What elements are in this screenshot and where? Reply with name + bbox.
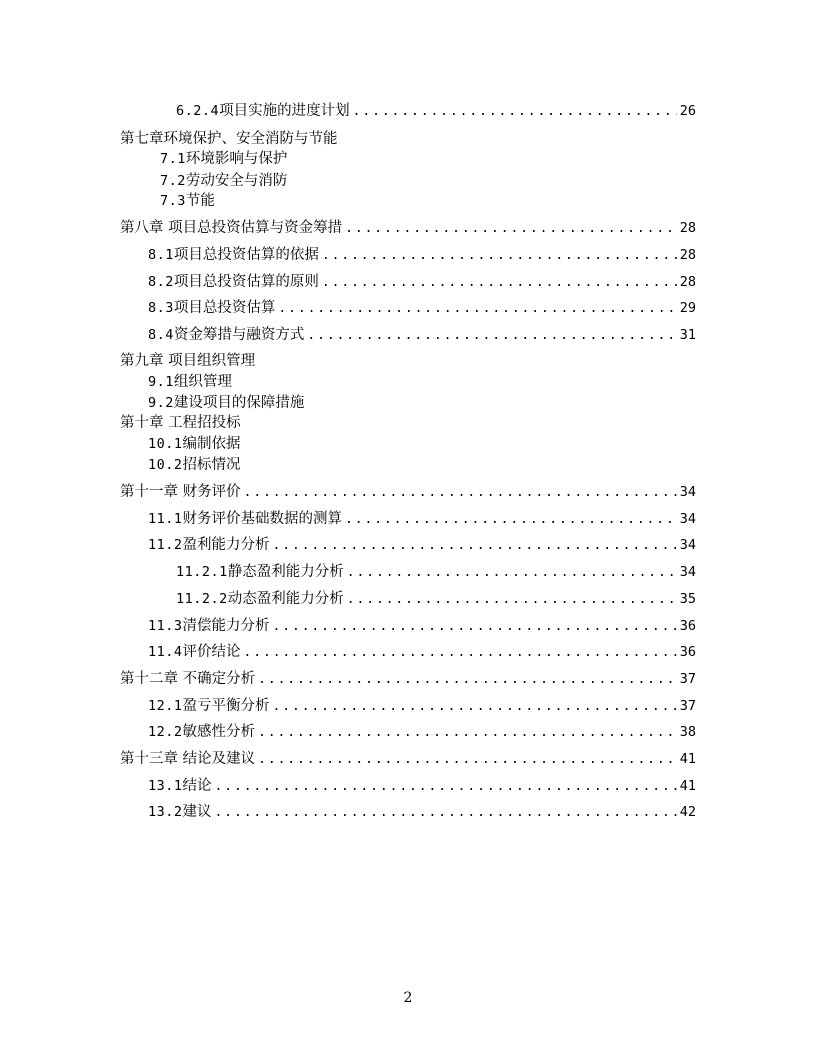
dot-leader <box>347 562 677 584</box>
toc-entry-number: 6.2.4 <box>176 103 220 119</box>
toc-chapter[interactable] <box>120 668 696 690</box>
dot-leader <box>215 776 677 798</box>
dot-leader <box>347 589 677 611</box>
toc-entry-page: 37 <box>679 698 696 714</box>
toc-entry-page: 34 <box>679 511 696 527</box>
toc-chapter[interactable] <box>120 217 696 239</box>
toc-entry[interactable] <box>160 148 560 170</box>
toc-entry-title: 第九章 项目组织管理 <box>120 353 256 369</box>
toc-entry[interactable] <box>148 392 548 414</box>
toc-entry-number: 11.1 <box>148 511 183 527</box>
toc-entry-number: 12.2 <box>148 724 183 740</box>
toc-entry-number: 7.1 <box>160 151 186 167</box>
toc-entry-title: 建议 <box>182 804 212 820</box>
toc-entry-title: 项目总投资估算 <box>173 300 276 316</box>
toc-entry-page: 35 <box>679 591 696 607</box>
toc-chapter[interactable] <box>120 128 696 150</box>
toc-chapter[interactable] <box>120 412 696 434</box>
toc-entry[interactable] <box>176 588 696 610</box>
toc-entry-page: 38 <box>679 724 696 740</box>
toc-entry-title: 第八章 项目总投资估算与资金筹措 <box>120 220 343 236</box>
toc-entry-title: 项目总投资估算的依据 <box>173 247 319 263</box>
toc-entry-number: 7.3 <box>160 193 186 209</box>
toc-entry[interactable] <box>148 271 696 293</box>
toc-entry-title: 编制依据 <box>182 436 241 452</box>
toc-entry-number: 8.3 <box>148 300 174 316</box>
dot-leader <box>258 669 677 691</box>
toc-entry-number: 7.2 <box>160 173 186 189</box>
toc-entry-number: 11.2.2 <box>176 591 228 607</box>
toc-entry-number: 8.1 <box>148 247 174 263</box>
toc-entry[interactable] <box>148 297 696 319</box>
toc-entry-title: 清偿能力分析 <box>182 618 270 634</box>
toc-chapter[interactable] <box>120 481 696 503</box>
toc-entry-title: 第十章 工程招投标 <box>120 415 241 431</box>
toc-entry-title: 静态盈利能力分析 <box>227 564 344 580</box>
toc-entry-title: 劳动安全与消防 <box>185 173 288 189</box>
dot-leader <box>345 509 677 531</box>
toc-entry-title: 评价结论 <box>182 644 241 660</box>
dot-leader <box>322 245 677 267</box>
toc-entry-page: 36 <box>679 644 696 660</box>
toc-entry-page: 34 <box>679 564 696 580</box>
toc-entry[interactable] <box>176 100 696 122</box>
dot-leader <box>307 325 676 347</box>
toc-entry-page: 34 <box>679 537 696 553</box>
toc-entry[interactable] <box>148 775 696 797</box>
dot-leader <box>278 298 676 320</box>
toc-entry-number: 10.1 <box>148 436 183 452</box>
toc-entry-title: 建设项目的保障措施 <box>173 395 305 411</box>
toc-entry-title: 招标情况 <box>182 457 241 473</box>
toc-entry-number: 12.1 <box>148 698 183 714</box>
toc-entry[interactable] <box>148 433 548 455</box>
toc-entry[interactable] <box>148 641 696 663</box>
dot-leader <box>215 802 677 824</box>
toc-entry[interactable] <box>176 561 696 583</box>
toc-entry-number: 9.2 <box>148 395 174 411</box>
toc-entry-page: 28 <box>679 247 696 263</box>
toc-entry-page: 41 <box>679 751 696 767</box>
toc-entry-title: 组织管理 <box>173 374 232 390</box>
toc-entry-title: 盈亏平衡分析 <box>182 698 270 714</box>
toc-entry[interactable] <box>148 534 696 556</box>
toc-entry[interactable] <box>148 615 696 637</box>
toc-entry-number: 11.3 <box>148 618 183 634</box>
toc-entry-title: 项目实施的进度计划 <box>219 103 350 119</box>
toc-entry-number: 13.2 <box>148 804 183 820</box>
toc-entry-page: 36 <box>679 618 696 634</box>
toc-entry-title: 第十一章 财务评价 <box>120 484 241 500</box>
toc-entry-title: 财务评价基础数据的测算 <box>182 511 343 527</box>
toc-entry-title: 第十三章 结论及建议 <box>120 751 256 767</box>
toc-entry-title: 第七章环境保护、安全消防与节能 <box>120 131 338 147</box>
toc-entry[interactable] <box>148 508 696 530</box>
toc-entry[interactable] <box>148 244 696 266</box>
dot-leader <box>322 272 677 294</box>
toc-entry-page: 26 <box>679 103 696 119</box>
dot-leader <box>244 642 677 664</box>
toc-entry-page: 28 <box>679 220 696 236</box>
dot-leader <box>244 482 677 504</box>
toc-entry[interactable] <box>148 454 548 476</box>
toc-entry-number: 13.1 <box>148 778 183 794</box>
toc-entry-page: 28 <box>679 274 696 290</box>
toc-entry-page: 31 <box>679 327 696 343</box>
toc-entry-number: 11.2.1 <box>176 564 228 580</box>
dot-leader <box>273 696 677 718</box>
toc-entry-title: 敏感性分析 <box>182 724 256 740</box>
toc-entry[interactable] <box>160 190 560 212</box>
toc-entry-page: 41 <box>679 778 696 794</box>
toc-entry-page: 37 <box>679 671 696 687</box>
dot-leader <box>353 101 677 123</box>
toc-entry-title: 项目总投资估算的原则 <box>173 274 319 290</box>
page-number: 2 <box>403 990 413 1006</box>
toc-entry-title: 结论 <box>182 778 212 794</box>
toc-entry-title: 环境影响与保护 <box>185 151 288 167</box>
toc-entry-title: 盈利能力分析 <box>182 537 270 553</box>
dot-leader <box>258 722 677 744</box>
toc-entry-title: 节能 <box>185 193 215 209</box>
toc-entry-page: 34 <box>679 484 696 500</box>
toc-entry-number: 10.2 <box>148 457 183 473</box>
toc-entry-page: 29 <box>679 300 696 316</box>
toc-chapter[interactable] <box>120 350 696 372</box>
toc-entry-number: 9.1 <box>148 374 174 390</box>
dot-leader <box>273 616 677 638</box>
toc-entry-page: 42 <box>679 804 696 820</box>
toc-entry[interactable] <box>160 170 560 192</box>
toc-entry[interactable] <box>148 695 696 717</box>
dot-leader <box>273 535 677 557</box>
toc-entry[interactable] <box>148 721 696 743</box>
toc-entry-title: 动态盈利能力分析 <box>227 591 344 607</box>
toc-entry-number: 8.4 <box>148 327 174 343</box>
toc-chapter[interactable] <box>120 748 696 770</box>
toc-entry[interactable] <box>148 371 548 393</box>
dot-leader <box>258 749 677 771</box>
toc-entry-number: 8.2 <box>148 274 174 290</box>
toc-entry-title: 资金筹措与融资方式 <box>173 327 305 343</box>
toc-entry[interactable] <box>148 324 696 346</box>
toc-entry-number: 11.4 <box>148 644 183 660</box>
dot-leader <box>345 218 677 240</box>
toc-entry-title: 第十二章 不确定分析 <box>120 671 256 687</box>
toc-entry-number: 11.2 <box>148 537 183 553</box>
toc-entry[interactable] <box>148 801 696 823</box>
